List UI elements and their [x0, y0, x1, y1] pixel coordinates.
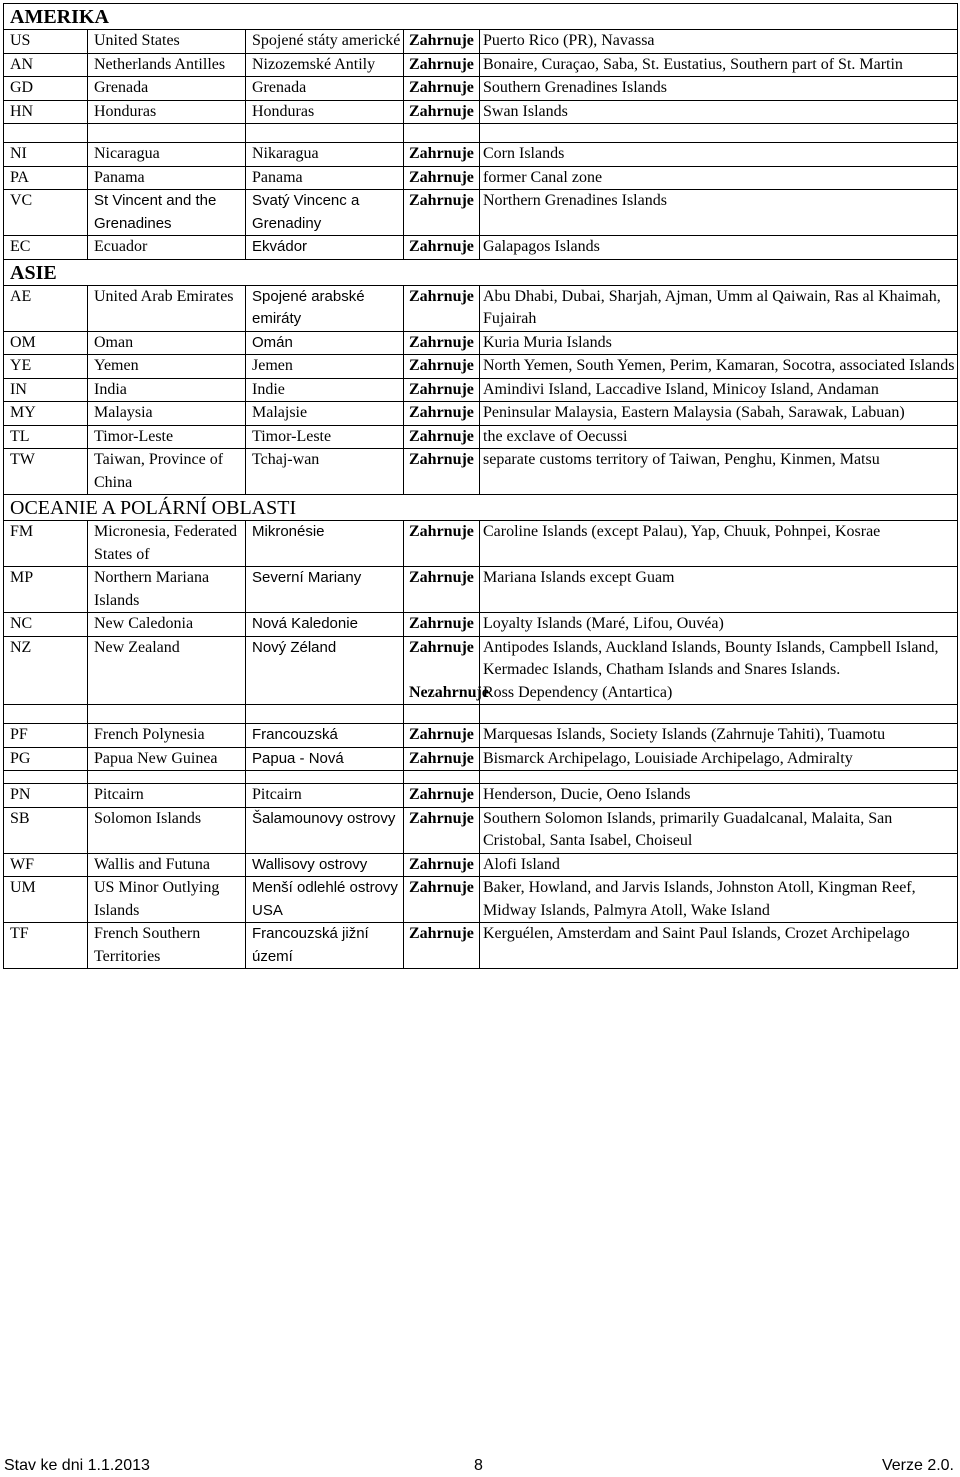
excludes-keyword: Nezahrnuje: [409, 683, 489, 701]
table-row: [4, 100, 958, 124]
country-name-cz: Tchaj-wan: [246, 449, 404, 495]
footer-version: Verze 2.0.: [881, 1457, 954, 1474]
includes-keyword: Zahrnuje: [404, 853, 480, 877]
country-name-en: Malaysia: [88, 402, 246, 426]
includes-note: Southern Solomon Islands, primarily Guadalcanal, Malaita, San Cristobal, Santa Isabel, Choiseul: [480, 807, 958, 853]
includes-note: Kuria Muria Islands: [480, 331, 958, 355]
country-name-en: Grenada: [88, 77, 246, 101]
country-name-cz: Spojené státy americké: [246, 30, 404, 54]
country-name-en: New Caledonia: [88, 613, 246, 637]
table-row: [4, 378, 958, 402]
includes-note: Bismarck Archipelago, Louisiade Archipelago, Admiralty: [480, 747, 958, 771]
includes-note: Henderson, Ducie, Oeno Islands: [480, 784, 958, 808]
country-name-en: Panama: [88, 166, 246, 190]
country-name-cz: Malajsie: [246, 402, 404, 426]
includes-note: Baker, Howland, and Jarvis Islands, Johnston Atoll, Kingman Reef, Midway Islands, Palmyra Atoll, Wake Island: [480, 877, 958, 923]
spacer-row: [4, 771, 958, 784]
country-code: MP: [4, 567, 88, 613]
includes-note: the exclave of Oecussi: [480, 425, 958, 449]
country-code: TF: [4, 923, 88, 969]
country-name-cz: Grenada: [246, 77, 404, 101]
spacer-cell: [404, 771, 480, 784]
country-name-en: Honduras: [88, 100, 246, 124]
includes-note: Northern Grenadines Islands: [480, 190, 958, 236]
includes-note: North Yemen, South Yemen, Perim, Kamaran, Socotra, associated Islands: [480, 355, 958, 379]
country-name-en: French Polynesia: [88, 724, 246, 748]
excludes-note: Ross Dependency (Antartica): [483, 683, 673, 701]
includes-keyword: Zahrnuje: [404, 613, 480, 637]
country-name-cz: Panama: [246, 166, 404, 190]
table-row: [4, 285, 958, 331]
country-name-cz: Pitcairn: [246, 784, 404, 808]
country-name-cz: Wallisovy ostrovy: [246, 853, 404, 877]
spacer-cell: [4, 705, 88, 724]
country-code: OM: [4, 331, 88, 355]
country-name-cz: Severní Mariany: [246, 567, 404, 613]
country-name-en: Papua New Guinea: [88, 747, 246, 771]
spacer-cell: [246, 705, 404, 724]
includes-keyword: Zahrnuje: [404, 747, 480, 771]
country-name-en: Pitcairn: [88, 784, 246, 808]
country-name-cz: Papua - Nová: [246, 747, 404, 771]
spacer-row: [4, 124, 958, 143]
country-name-cz: Spojené arabské emiráty: [246, 285, 404, 331]
includes-keyword: Zahrnuje: [404, 285, 480, 331]
includes-keyword: Zahrnuje: [404, 77, 480, 101]
includes-note: Abu Dhabi, Dubai, Sharjah, Ajman, Umm al Qaiwain, Ras al Khaimah, Fujairah: [480, 285, 958, 331]
country-code: YE: [4, 355, 88, 379]
includes-note: Southern Grenadines Islands: [480, 77, 958, 101]
includes-note: Bonaire, Curaçao, Saba, St. Eustatius, Southern part of St. Martin: [480, 53, 958, 77]
includes-note: Mariana Islands except Guam: [480, 567, 958, 613]
includes-keyword: Zahrnuje: [404, 784, 480, 808]
country-code: UM: [4, 877, 88, 923]
includes-note: separate customs territory of Taiwan, Penghu, Kinmen, Matsu: [480, 449, 958, 495]
table-row: [4, 724, 958, 748]
table-row: [4, 402, 958, 426]
spacer-cell: [88, 705, 246, 724]
country-name-en: Oman: [88, 331, 246, 355]
country-code: HN: [4, 100, 88, 124]
includes-keyword: [404, 636, 489, 705]
spacer-cell: [480, 705, 958, 724]
country-name-cz: Mikronésie: [246, 521, 404, 567]
country-name-cz: Honduras: [246, 100, 404, 124]
country-name-en: Northern Mariana Islands: [88, 567, 246, 613]
table-row: [4, 53, 958, 77]
country-name-en: Timor-Leste: [88, 425, 246, 449]
country-name-en: St Vincent and the Grenadines: [88, 190, 246, 236]
includes-keyword: Zahrnuje: [404, 100, 480, 124]
country-code: EC: [4, 236, 88, 260]
spacer-cell: [480, 124, 958, 143]
country-name-en: Netherlands Antilles: [88, 53, 246, 77]
table-row: [4, 30, 958, 54]
country-code: TW: [4, 449, 88, 495]
includes-keyword: Zahrnuje: [404, 521, 480, 567]
country-name-en: Nicaragua: [88, 143, 246, 167]
footer-page-number: 8: [474, 1457, 483, 1474]
country-name-cz: Omán: [246, 331, 404, 355]
country-name-en: US Minor Outlying Islands: [88, 877, 246, 923]
includes-keyword: Zahrnuje: [404, 30, 480, 54]
includes-keyword: Zahrnuje: [404, 877, 480, 923]
includes-note: Marquesas Islands, Society Islands (Zahrnuje Tahiti), Tuamotu: [480, 724, 958, 748]
includes-keyword: Zahrnuje: [404, 190, 480, 236]
includes-keyword: Zahrnuje: [404, 166, 480, 190]
country-code: FM: [4, 521, 88, 567]
table-row: [4, 236, 958, 260]
spacer-row: [4, 705, 958, 724]
country-code: VC: [4, 190, 88, 236]
country-name-en: Solomon Islands: [88, 807, 246, 853]
table-row: [4, 331, 958, 355]
section-header: [4, 259, 958, 285]
country-name-cz: Nová Kaledonie: [246, 613, 404, 637]
includes-note: Puerto Rico (PR), Navassa: [480, 30, 958, 54]
includes-note: Loyalty Islands (Maré, Lifou, Ouvéa): [480, 613, 958, 637]
includes-keyword: Zahrnuje: [404, 402, 480, 426]
country-name-en: India: [88, 378, 246, 402]
country-code: WF: [4, 853, 88, 877]
includes-keyword-text: Zahrnuje: [409, 638, 474, 656]
country-name-en: Ecuador: [88, 236, 246, 260]
table-row: [4, 567, 958, 613]
country-name-cz: Nizozemské Antily: [246, 53, 404, 77]
country-name-en: United Arab Emirates: [88, 285, 246, 331]
country-name-en: Taiwan, Province of China: [88, 449, 246, 495]
country-name-cz: Šalamounovy ostrovy: [246, 807, 404, 853]
country-name-en: Yemen: [88, 355, 246, 379]
spacer-cell: [88, 771, 246, 784]
country-code: SB: [4, 807, 88, 853]
table-row: [4, 77, 958, 101]
includes-note: Amindivi Island, Laccadive Island, Minicoy Island, Andaman: [480, 378, 958, 402]
country-code: AE: [4, 285, 88, 331]
country-name-cz: Ekvádor: [246, 236, 404, 260]
spacer-cell: [246, 124, 404, 143]
includes-note: Kerguélen, Amsterdam and Saint Paul Islands, Crozet Archipelago: [480, 923, 958, 969]
country-name-cz: Francouzská jižní území: [246, 923, 404, 969]
includes-keyword: Zahrnuje: [404, 378, 480, 402]
includes-note: Caroline Islands (except Palau), Yap, Chuuk, Pohnpei, Kosrae: [480, 521, 958, 567]
section-title: OCEANIE A POLÁRNÍ OBLASTI: [4, 495, 958, 521]
country-code: IN: [4, 378, 88, 402]
includes-keyword: Zahrnuje: [404, 567, 480, 613]
includes-note: Peninsular Malaysia, Eastern Malaysia (Sabah, Sarawak, Labuan): [480, 402, 958, 426]
country-name-en: Wallis and Futuna: [88, 853, 246, 877]
includes-keyword: Zahrnuje: [404, 143, 480, 167]
country-name-en: Micronesia, Federated States of: [88, 521, 246, 567]
spacer-cell: [4, 771, 88, 784]
section-title: ASIE: [4, 259, 958, 285]
country-code: TL: [4, 425, 88, 449]
includes-note: Galapagos Islands: [480, 236, 958, 260]
table-row: [4, 425, 958, 449]
table-row: [4, 521, 958, 567]
country-name-cz: Svatý Vincenc a Grenadiny: [246, 190, 404, 236]
table-row: [4, 613, 958, 637]
footer-date: Stav ke dni 1.1.2013: [4, 1457, 150, 1474]
country-name-cz: Nikaragua: [246, 143, 404, 167]
section-header: [4, 495, 958, 521]
spacer-cell: [404, 124, 480, 143]
country-name-cz: Francouzská: [246, 724, 404, 748]
includes-keyword: Zahrnuje: [404, 923, 480, 969]
country-name-en: French Southern Territories: [88, 923, 246, 969]
spacer-cell: [404, 705, 480, 724]
spacer-cell: [88, 124, 246, 143]
includes-note: [480, 636, 958, 705]
spacer-cell: [480, 771, 958, 784]
includes-note: Corn Islands: [480, 143, 958, 167]
country-name-cz: Menší odlehlé ostrovy USA: [246, 877, 404, 923]
country-code: AN: [4, 53, 88, 77]
includes-note: Swan Islands: [480, 100, 958, 124]
country-code: NC: [4, 613, 88, 637]
table-row: [4, 853, 958, 877]
country-name-cz: Indie: [246, 378, 404, 402]
table-row: [4, 355, 958, 379]
table-row: [4, 923, 958, 969]
country-name-cz: Nový Zéland: [246, 636, 404, 705]
includes-keyword: Zahrnuje: [404, 53, 480, 77]
includes-keyword: Zahrnuje: [404, 331, 480, 355]
territory-table: [3, 3, 958, 969]
country-name-cz: Jemen: [246, 355, 404, 379]
table-row: [4, 784, 958, 808]
country-code: NI: [4, 143, 88, 167]
spacer-cell: [4, 124, 88, 143]
table-row: [4, 449, 958, 495]
section-header: [4, 4, 958, 30]
includes-note-text: Antipodes Islands, Auckland Islands, Bounty Islands, Campbell Island, Kermadec Islands, Chatham Islands and Snares Islands.: [483, 638, 939, 678]
includes-note: former Canal zone: [480, 166, 958, 190]
includes-keyword: Zahrnuje: [404, 807, 480, 853]
table-row: [4, 807, 958, 853]
includes-keyword: Zahrnuje: [404, 425, 480, 449]
includes-keyword: Zahrnuje: [404, 355, 480, 379]
includes-note: Alofi Island: [480, 853, 958, 877]
country-name-cz: Timor-Leste: [246, 425, 404, 449]
table-row: [4, 636, 958, 705]
table-row: [4, 877, 958, 923]
country-code: PA: [4, 166, 88, 190]
country-code: US: [4, 30, 88, 54]
section-title: AMERIKA: [4, 4, 958, 30]
country-code: PN: [4, 784, 88, 808]
country-code: NZ: [4, 636, 88, 705]
table-row: [4, 190, 958, 236]
includes-keyword: Zahrnuje: [404, 236, 480, 260]
country-code: PF: [4, 724, 88, 748]
includes-keyword: Zahrnuje: [404, 449, 480, 495]
table-row: [4, 143, 958, 167]
table-row: [4, 166, 958, 190]
country-code: PG: [4, 747, 88, 771]
includes-keyword: Zahrnuje: [404, 724, 480, 748]
country-name-en: United States: [88, 30, 246, 54]
table-row: [4, 747, 958, 771]
country-name-en: New Zealand: [88, 636, 246, 705]
country-code: MY: [4, 402, 88, 426]
spacer-cell: [246, 771, 404, 784]
country-code: GD: [4, 77, 88, 101]
